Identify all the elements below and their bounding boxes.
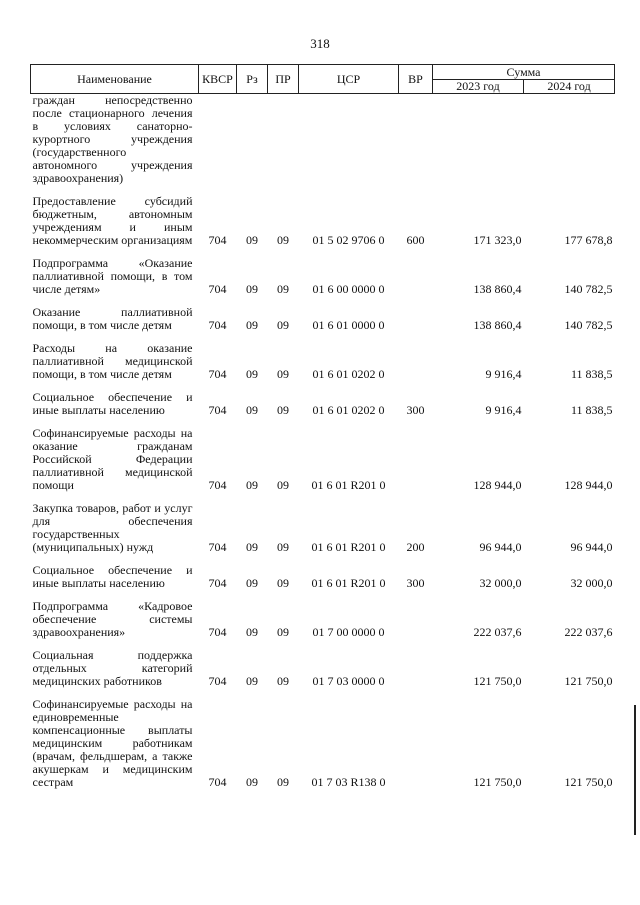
table-row — [31, 342, 615, 391]
row-sum-2024 — [524, 94, 615, 196]
row-name: Подпрограмма «Кадровое обеспечение системы здравоохранения» — [32, 599, 193, 639]
row-rz — [237, 94, 268, 196]
row-vr — [399, 342, 433, 391]
row-pr: 09 — [277, 540, 289, 554]
row-rz: 09 — [246, 775, 258, 789]
row-rz: 09 — [246, 282, 258, 296]
row-csr: 01 6 00 0000 0 — [312, 282, 385, 296]
row-vr — [399, 600, 433, 649]
row-sum-2023: 121 750,0 — [473, 775, 522, 789]
row-kvsr: 704 — [208, 540, 227, 554]
row-kvsr: 704 — [208, 674, 227, 688]
row-pr: 09 — [277, 282, 289, 296]
budget-table — [30, 64, 615, 799]
row-name: Социальное обеспечение и иные выплаты населению — [32, 563, 193, 590]
row-sum-2023: 138 860,4 — [473, 282, 522, 296]
row-rz: 09 — [246, 674, 258, 688]
row-csr: 01 6 01 R201 0 — [311, 540, 386, 554]
header-2024: 2024 год — [524, 80, 615, 94]
row-csr: 01 6 01 R201 0 — [311, 576, 386, 590]
row-kvsr: 704 — [208, 367, 227, 381]
row-csr: 01 6 01 0202 0 — [312, 367, 385, 381]
row-vr — [399, 257, 433, 306]
header-sum: Сумма — [433, 65, 615, 80]
row-kvsr: 704 — [208, 576, 227, 590]
header-name: Наименование — [31, 65, 199, 94]
table-row — [31, 600, 615, 649]
row-kvsr: 704 — [208, 233, 227, 247]
row-pr: 09 — [277, 318, 289, 332]
row-sum-2023 — [433, 94, 524, 196]
table-row — [31, 195, 615, 257]
row-vr — [399, 306, 433, 342]
row-name: Софинансируемые расходы на оказание гражданам Российской Федерации паллиативной медицинской помощи — [32, 426, 193, 492]
row-csr: 01 6 01 0000 0 — [312, 318, 385, 332]
row-sum-2024: 121 750,0 — [564, 674, 613, 688]
row-vr: 300 — [406, 403, 425, 417]
row-kvsr: 704 — [208, 282, 227, 296]
row-sum-2024: 222 037,6 — [564, 625, 613, 639]
row-pr: 09 — [277, 576, 289, 590]
row-vr — [399, 698, 433, 799]
row-name: Закупка товаров, работ и услуг для обеспечения государственных (муниципальных) нужд — [32, 501, 193, 554]
header-csr: ЦСР — [299, 65, 399, 94]
row-rz: 09 — [246, 576, 258, 590]
row-name: Расходы на оказание паллиативной медицинской помощи, в том числе детям — [32, 341, 193, 381]
row-name: граждан непосредственно после стационарного лечения в условиях санаторно-курортного учреждения (государственного автономного учреждения здравоохранения) — [32, 93, 193, 185]
row-name: Социальное обеспечение и иные выплаты населению — [32, 390, 193, 417]
row-sum-2023: 9 916,4 — [485, 403, 522, 417]
row-sum-2023: 128 944,0 — [473, 478, 522, 492]
row-kvsr: 704 — [208, 318, 227, 332]
row-rz: 09 — [246, 478, 258, 492]
table-row — [31, 502, 615, 564]
row-sum-2024: 121 750,0 — [564, 775, 613, 789]
row-sum-2024: 140 782,5 — [564, 282, 613, 296]
row-kvsr — [199, 94, 237, 196]
header-pr: ПР — [268, 65, 299, 94]
header-rz: Рз — [237, 65, 268, 94]
header-2023: 2023 год — [433, 80, 524, 94]
row-pr: 09 — [277, 775, 289, 789]
table-row — [31, 257, 615, 306]
row-sum-2024: 177 678,8 — [564, 233, 613, 247]
row-kvsr: 704 — [208, 775, 227, 789]
header-vr: ВР — [399, 65, 433, 94]
row-rz: 09 — [246, 318, 258, 332]
margin-rule — [634, 705, 636, 835]
row-csr: 01 5 02 9706 0 — [312, 233, 385, 247]
row-csr: 01 6 01 0202 0 — [312, 403, 385, 417]
row-rz: 09 — [246, 367, 258, 381]
row-sum-2023: 32 000,0 — [479, 576, 522, 590]
row-sum-2023: 222 037,6 — [473, 625, 522, 639]
row-rz: 09 — [246, 403, 258, 417]
row-rz: 09 — [246, 540, 258, 554]
table-row — [31, 564, 615, 600]
header-kvsr: КВСР — [199, 65, 237, 94]
row-pr — [268, 94, 299, 196]
row-csr: 01 7 03 0000 0 — [312, 674, 385, 688]
row-vr: 300 — [406, 576, 425, 590]
row-sum-2024: 11 838,5 — [570, 403, 613, 417]
row-vr — [399, 427, 433, 502]
row-sum-2024: 140 782,5 — [564, 318, 613, 332]
table-row — [31, 306, 615, 342]
row-kvsr: 704 — [208, 478, 227, 492]
row-pr: 09 — [277, 367, 289, 381]
row-sum-2023: 121 750,0 — [473, 674, 522, 688]
row-sum-2023: 96 944,0 — [479, 540, 522, 554]
row-sum-2024: 96 944,0 — [570, 540, 613, 554]
row-csr: 01 7 00 0000 0 — [312, 625, 385, 639]
row-pr: 09 — [277, 625, 289, 639]
row-vr — [399, 94, 433, 196]
table-row — [31, 649, 615, 698]
table-header — [31, 65, 615, 94]
table-row — [31, 391, 615, 427]
row-sum-2024: 128 944,0 — [564, 478, 613, 492]
row-name: Социальная поддержка отдельных категорий медицинских работников — [32, 648, 193, 688]
row-vr — [399, 649, 433, 698]
table-row — [31, 94, 615, 196]
row-sum-2023: 171 323,0 — [473, 233, 522, 247]
row-vr: 600 — [406, 233, 425, 247]
row-vr: 200 — [406, 540, 425, 554]
row-kvsr: 704 — [208, 625, 227, 639]
row-name: Оказание паллиативной помощи, в том числе детям — [32, 305, 193, 332]
row-sum-2024: 11 838,5 — [570, 367, 613, 381]
row-csr — [299, 94, 399, 196]
row-name: Предоставление субсидий бюджетным, автономным учреждениям и иным некоммерческим организациям — [32, 194, 193, 247]
row-name: Подпрограмма «Оказание паллиативной помощи, в том числе детям» — [32, 256, 193, 296]
row-sum-2023: 9 916,4 — [485, 367, 522, 381]
row-pr: 09 — [277, 403, 289, 417]
table-body — [31, 94, 615, 800]
row-pr: 09 — [277, 478, 289, 492]
row-csr: 01 6 01 R201 0 — [311, 478, 386, 492]
row-rz: 09 — [246, 625, 258, 639]
row-sum-2023: 138 860,4 — [473, 318, 522, 332]
table-row — [31, 698, 615, 799]
row-kvsr: 704 — [208, 403, 227, 417]
row-pr: 09 — [277, 233, 289, 247]
row-sum-2024: 32 000,0 — [570, 576, 613, 590]
row-name: Софинансируемые расходы на единовременные компенсационные выплаты медицинским работникам (врачам, фельдшерам, а также акушеркам и медицинским сестрам — [32, 697, 193, 789]
row-pr: 09 — [277, 674, 289, 688]
table-row — [31, 427, 615, 502]
row-csr: 01 7 03 R138 0 — [311, 775, 386, 789]
page-number: 318 — [310, 36, 330, 51]
row-rz: 09 — [246, 233, 258, 247]
